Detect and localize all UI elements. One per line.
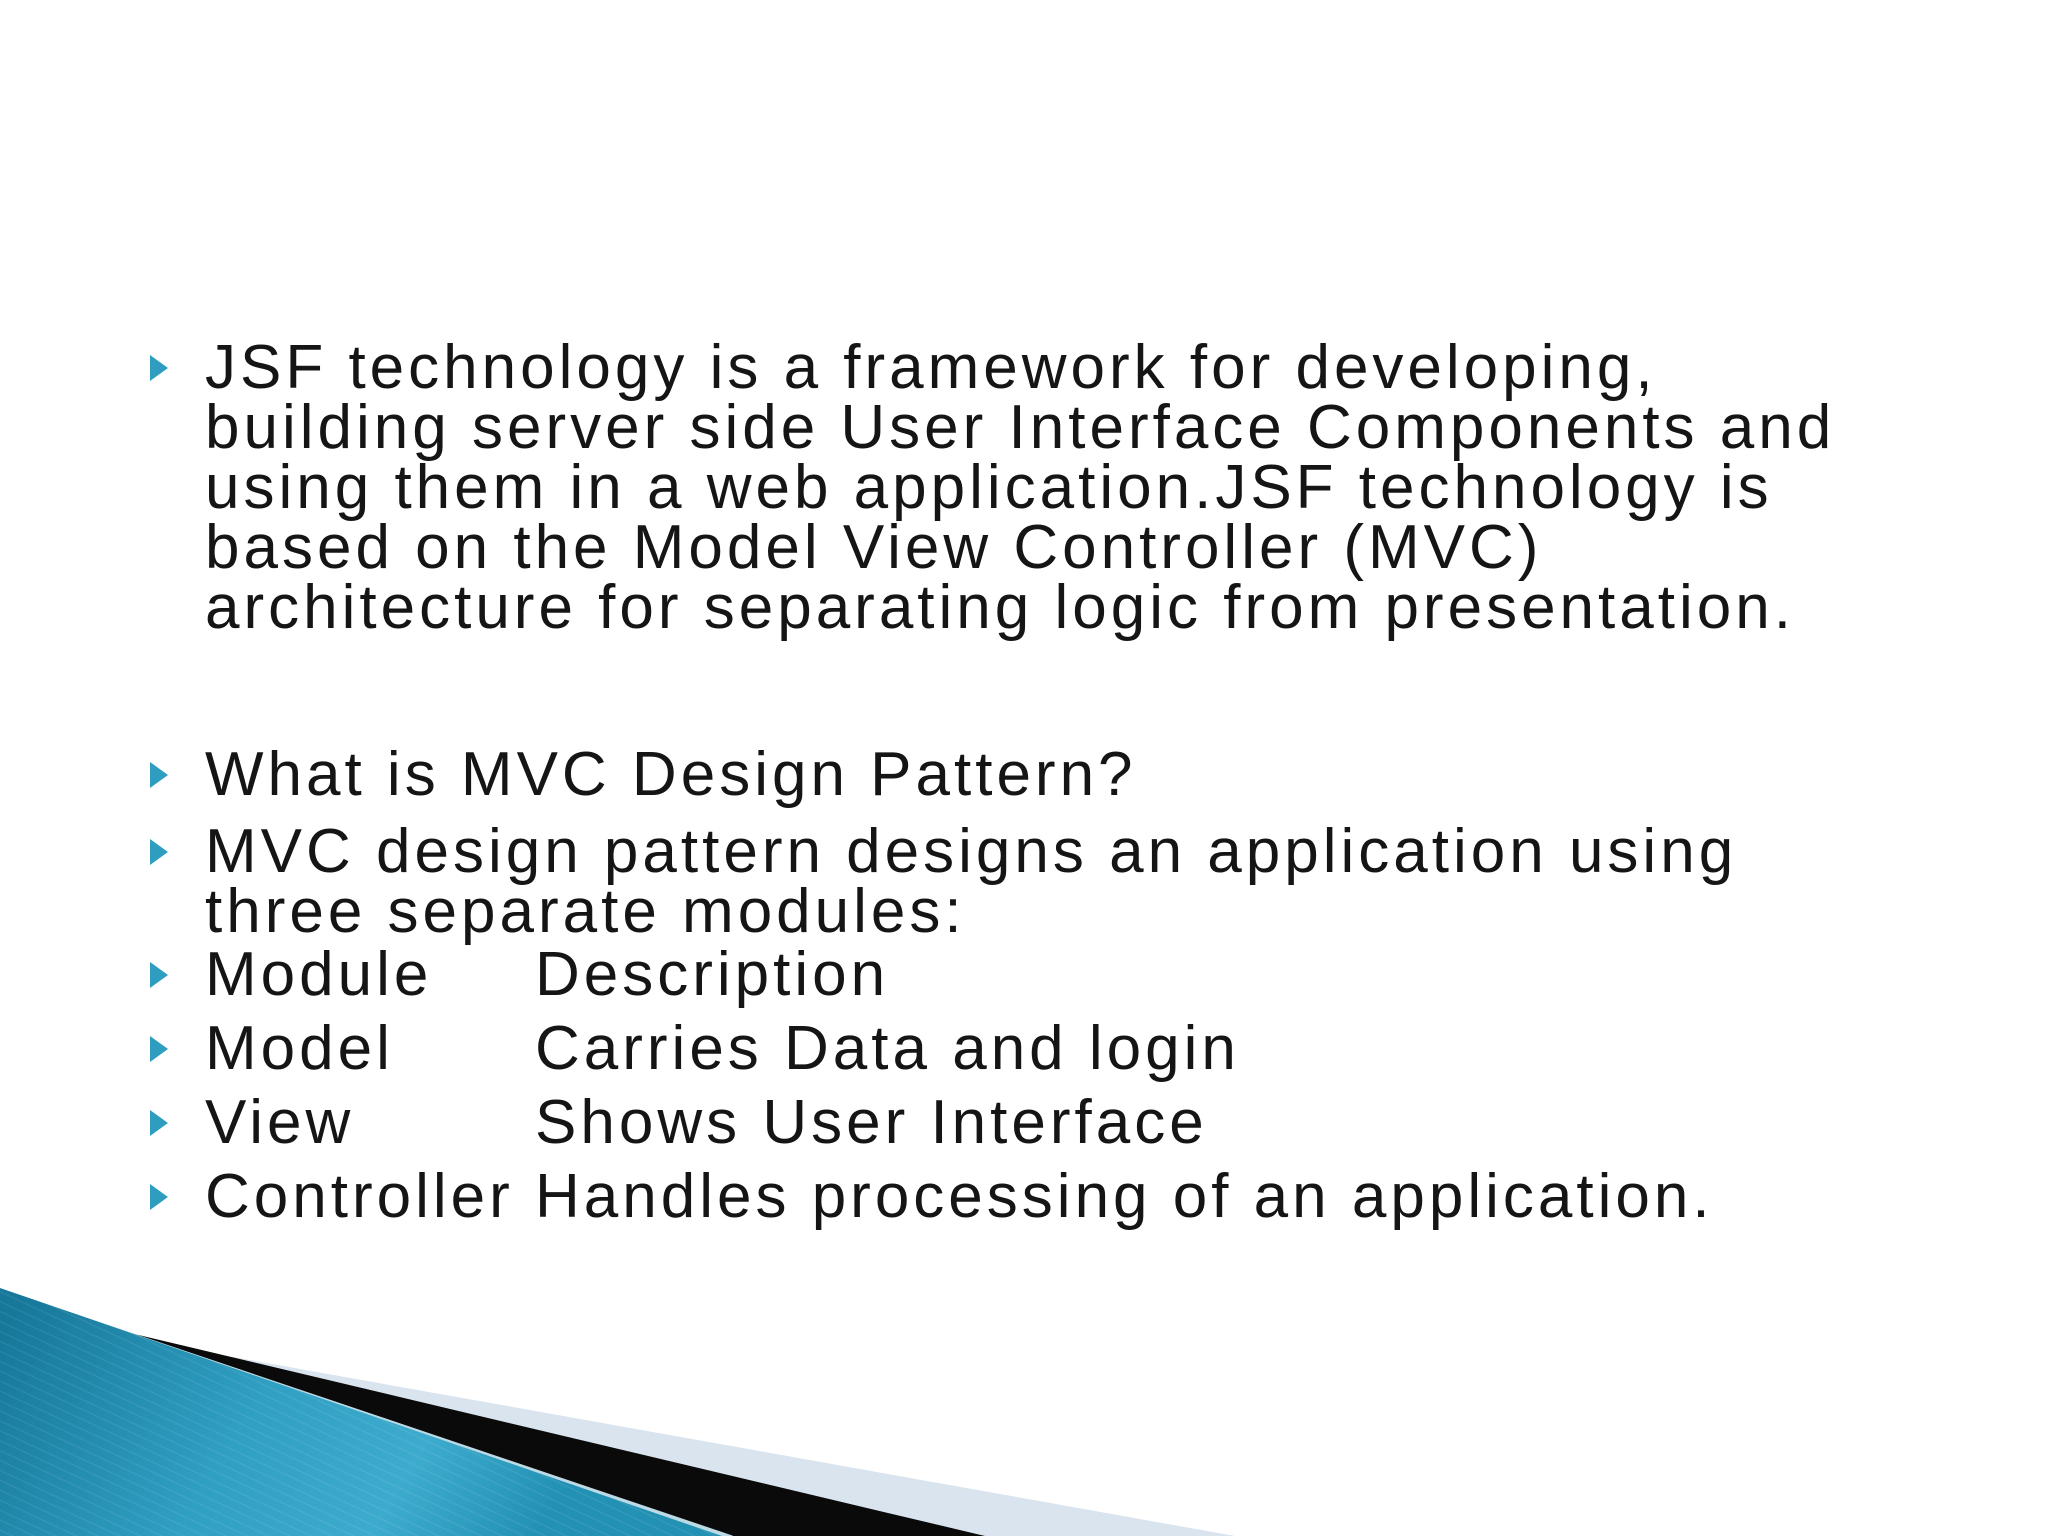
module-name: Controller [205, 1162, 514, 1231]
intro-bullet-paragraph [150, 333, 1988, 642]
bullet-arrow-icon [150, 839, 168, 865]
description-column-header: Description [535, 940, 890, 1009]
intro-line: JSF technology is a framework for developing, [205, 333, 1657, 402]
module-name: Model [205, 1014, 394, 1083]
bullet-arrow-icon [150, 1110, 168, 1136]
mvc-bullet-paragraph [150, 817, 1988, 946]
intro-line: based on the Model View Controller (MVC) [205, 513, 1543, 582]
module-description: Carries Data and login [535, 1014, 1240, 1083]
module-row [150, 1088, 1988, 1157]
intro-line: using them in a web application.JSF technology is [205, 453, 1773, 522]
bullet-arrow-icon [150, 355, 168, 381]
bullet-arrow-icon [150, 1036, 168, 1062]
module-description: Shows User Interface [535, 1088, 1208, 1157]
module-description: Handles processing of an application. [535, 1162, 1714, 1231]
mvc-line: MVC design pattern designs an application using [205, 817, 1738, 886]
module-column-header: Module [205, 940, 433, 1009]
bullet-arrow-icon [150, 1184, 168, 1210]
question-bullet-paragraph [150, 740, 1988, 809]
module-row [150, 1162, 1988, 1231]
module-row [150, 1014, 1988, 1083]
bullet-arrow-icon [150, 962, 168, 988]
mvc-line: three separate modules: [205, 877, 966, 946]
question-text: What is MVC Design Pattern? [205, 740, 1137, 809]
intro-line: building server side User Interface Components and [205, 393, 1836, 462]
bullet-arrow-icon [150, 762, 168, 788]
module-header-row [150, 940, 1988, 1009]
intro-line: architecture for separating logic from presentation. [205, 573, 1795, 642]
module-name: View [205, 1088, 355, 1157]
